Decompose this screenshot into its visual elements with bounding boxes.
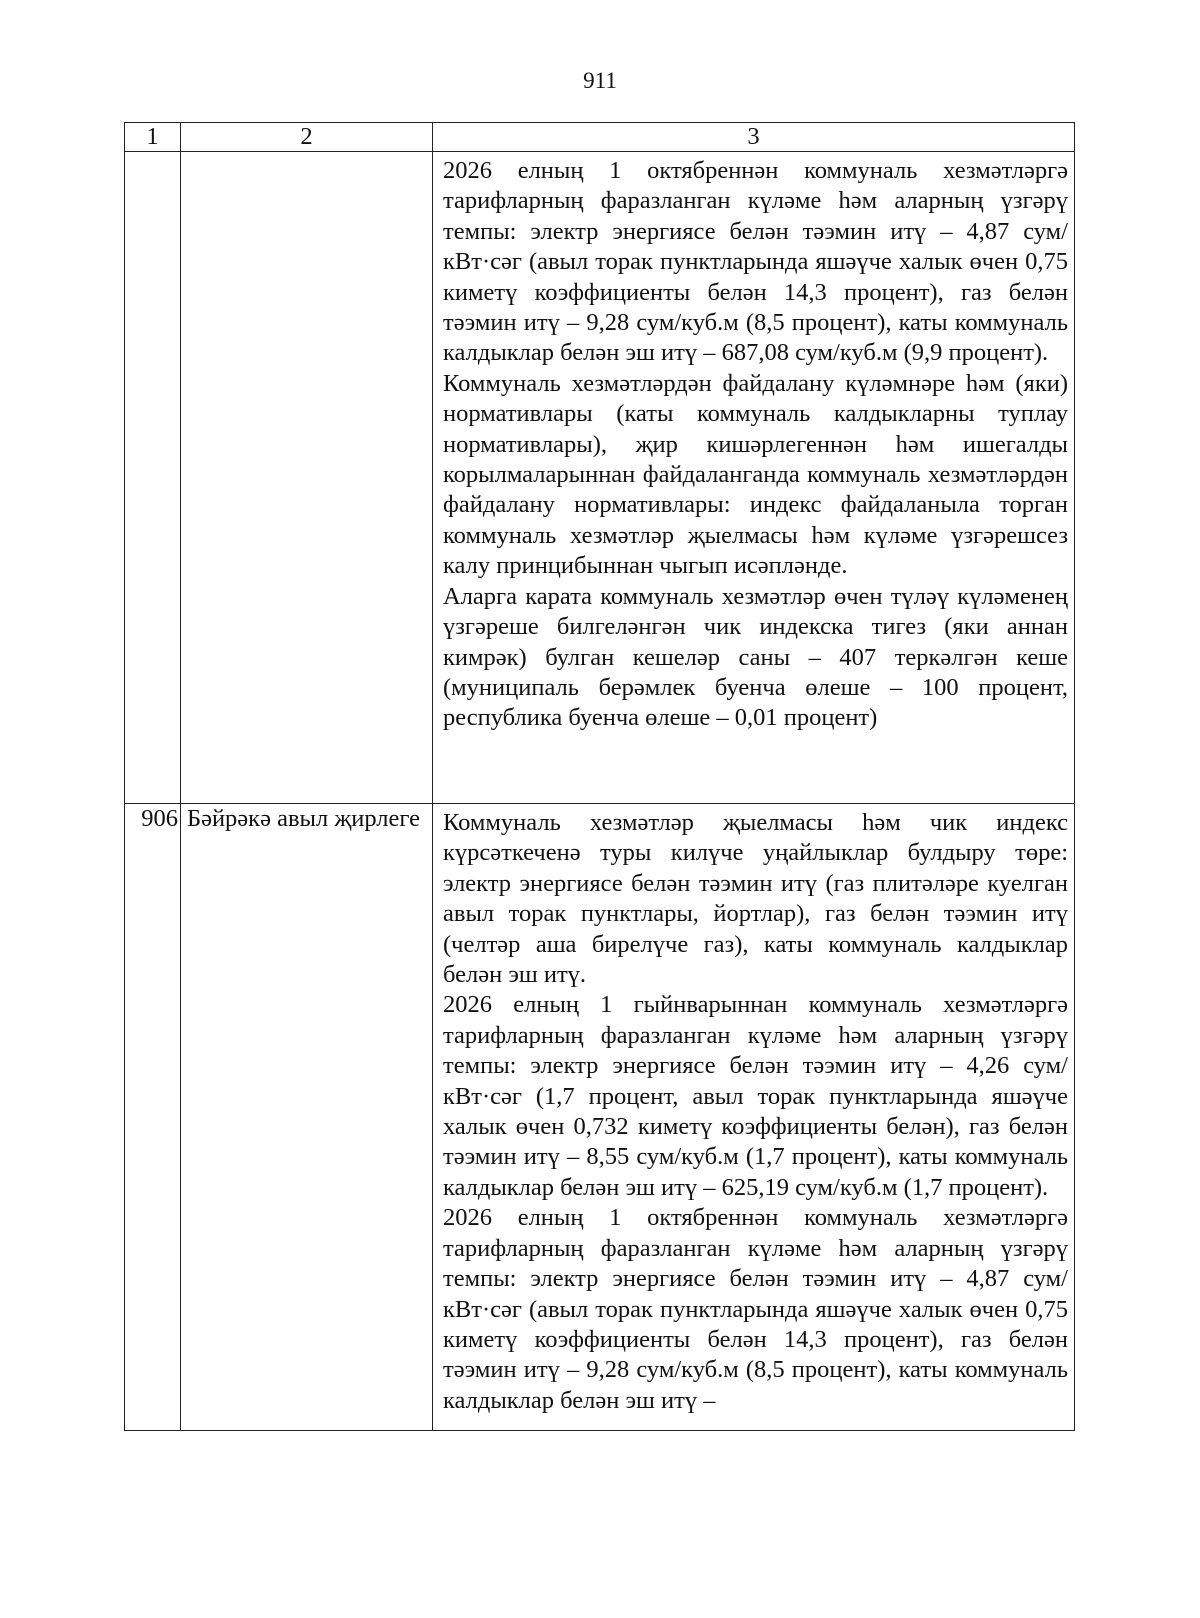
paragraph: Аларга карата коммуналь хезмәтләр өчен түләү күләменең үзгәреше билгеләнгән чик индекска тигез (яки аннан кимрәк) булган кешеләр саны – 407 теркәлгән кеше (муниципаль берәмлек буенча өлеше – 100 процент, республика буенча өлеше – 0,01 процент) [443,582,1068,732]
row-number-cell: 906 [125,804,181,1431]
paragraph: Коммуналь хезмәтләр җыелмасы һәм чик индекс күрсәткеченә туры килүче уңайлыклар булдыру төре: электр энергиясе белән тәэмин итү (газ плитәләре куелган авыл торак пунктлары, йортлар), газ белән тәэмин итү (челтәр аша бирелүче газ), каты коммуналь калдыклар белән эш итү. [443,809,1068,989]
settlement-name-cell [181,152,433,804]
paragraph: Коммуналь хезмәтләрдән файдалану күләмнәре һәм (яки) нормативлары (каты коммуналь калдыкларны туплау нормативлары), җир кишәрлегеннән һәм ишегалды корылмаларыннан файдаланганда коммуналь хезмәтләрдән файдалану нормативлары: индекс файдаланыла торган коммуналь хезмәтләр җыелмасы һәм күләме үзгәрешсез калу принцибыннан чыгып исәпләнде. [443,369,1068,580]
description-cell [433,804,1075,1431]
page-number: 911 [583,68,617,93]
row-number-cell [125,152,181,804]
column-header-3: 3 [433,123,1075,152]
paragraph: 2026 елның 1 гыйнварыннан коммуналь хезмәтләргә тарифларның фаразланган күләме һәм аларның үзгәрү темпы: электр энергиясе белән тәэмин итү – 4,26 сум/кВт·сәг (1,7 процент, авыл торак пунктларында яшәүче халык өчен 0,732 киметү коэффициенты белән), газ белән тәэмин итү – 8,55 сум/куб.м (1,7 процент), каты коммуналь калдыклар белән эш итү – 625,19 сум/куб.м (1,7 процент). [443,991,1068,1201]
paragraph: 2026 елның 1 октябреннән коммуналь хезмәтләргә тарифларның фаразланган күләме һәм аларның үзгәрү темпы: электр энергиясе белән тәэмин итү – 4,87 сум/кВт·сәг (авыл торак пунктларында яшәүче халык өчен 0,75 киметү коэффициенты белән 14,3 процент), газ белән тәэмин итү – 9,28 сум/куб.м (8,5 процент), каты коммуналь калдыклар белән эш итү – 687,08 сум/куб.м (9,9 процент). [443,157,1068,367]
document-table [124,122,1075,1431]
column-header-2: 2 [181,123,433,152]
table-row [125,804,1075,1431]
settlement-name-cell: Бәйрәкә авыл җирлеге [181,804,433,1431]
paragraph: 2026 елның 1 октябреннән коммуналь хезмәтләргә тарифларның фаразланган күләме һәм аларның үзгәрү темпы: электр энергиясе белән тәэмин итү – 4,87 сум/кВт·сәг (авыл торак пунктларында яшәүче халык өчен 0,75 киметү коэффициенты белән 14,3 процент), газ белән тәэмин итү – 9,28 сум/куб.м (8,5 процент), каты коммуналь калдыклар белән эш итү – [443,1204,1068,1414]
column-header-1: 1 [125,123,181,152]
table-header-row [125,123,1075,152]
table-row [125,152,1075,804]
description-cell [433,152,1075,804]
